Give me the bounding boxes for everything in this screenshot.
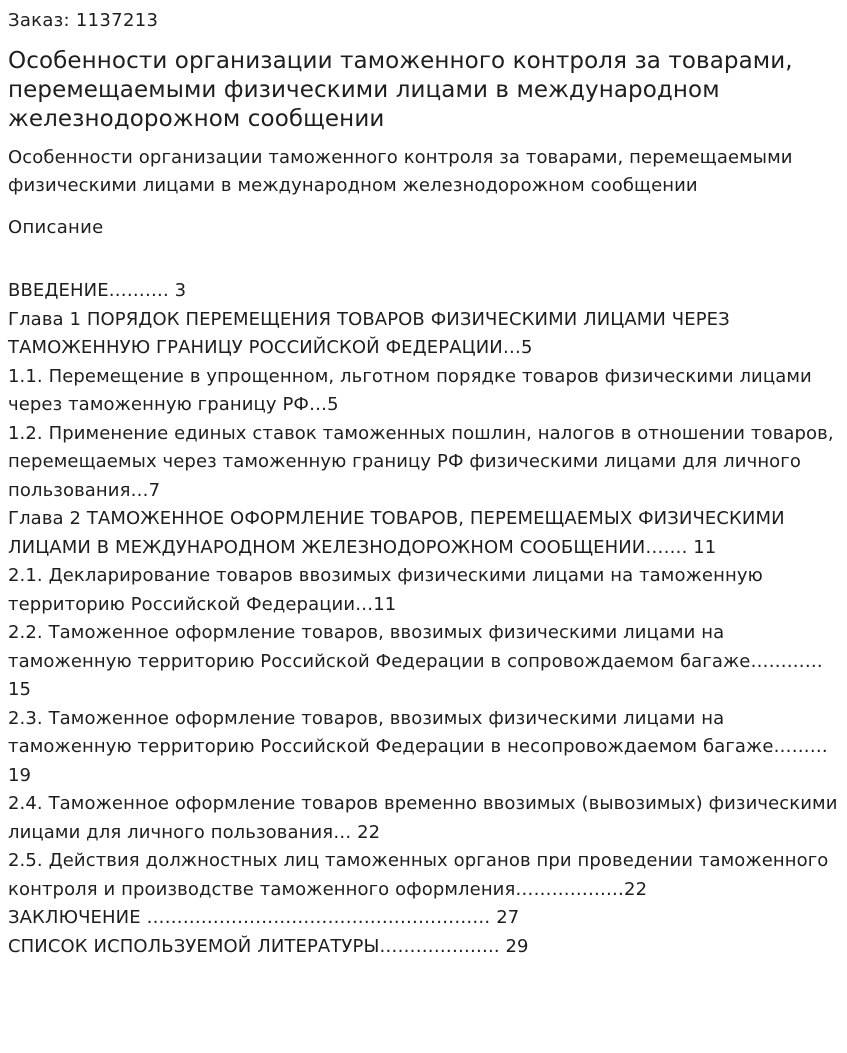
toc-item-1-2: 1.2. Применение единых ставок таможенных пошлин, налогов в отношении товаров, перемещаемых через таможенную границу РФ физическими лицами для личного пользования…7	[8, 422, 834, 501]
order-number: Заказ: 1137213	[8, 10, 159, 31]
toc-item-2-4: 2.4. Таможенное оформление товаров временно ввозимых (вывозимых) физическими лицами для личного пользования… 22	[8, 793, 838, 843]
toc-item-2-2: 2.2. Таможенное оформление товаров, ввозимых физическими лицами на таможенную территорию Российской Федерации в сопровождаемом багаже…………15	[8, 622, 823, 700]
toc-item-2-5: 2.5. Действия должностных лиц таможенных органов при проведении таможенного контроля и производстве таможенного оформления………………22	[8, 850, 829, 900]
page-title: Особенности организации таможенного контроля за товарами, перемещаемыми физическими лицами в международном железнодорожном сообщении	[8, 48, 793, 132]
table-of-contents	[8, 277, 838, 961]
toc-item-2-3: 2.3. Таможенное оформление товаров, ввозимых физическими лицами на таможенную территорию Российской Федерации в несопровождаемом багаже………19	[8, 707, 828, 786]
toc-item-2-1: 2.1. Декларирование товаров ввозимых физическими лицами на таможенную территорию Российской Федерации…11	[8, 565, 763, 615]
description-heading: Описание	[8, 217, 104, 238]
toc-item-bibliography: СПИСОК ИСПОЛЬЗУЕМОЙ ЛИТЕРАТУРЫ……………….. 29	[8, 935, 529, 957]
toc-item-introduction: ВВЕДЕНИЕ………. 3	[8, 280, 187, 301]
toc-item-conclusion: ЗАКЛЮЧЕНИЕ ………………………………………………… 27	[8, 907, 520, 928]
page-subtitle: Особенности организации таможенного контроля за товарами, перемещаемыми физическими лицами в международном железнодорожном сообщении	[8, 147, 793, 196]
toc-item-1-1: 1.1. Перемещение в упрощенном, льготном порядке товаров физическими лицами через таможенную границу РФ…5	[8, 365, 812, 415]
toc-item-chapter-1: Глава 1 ПОРЯДОК ПЕРЕМЕЩЕНИЯ ТОВАРОВ ФИЗИЧЕСКИМИ ЛИЦАМИ ЧЕРЕЗ ТАМОЖЕННУЮ ГРАНИЦУ РОССИЙСКОЙ ФЕДЕРАЦИИ…5	[8, 308, 730, 358]
toc-item-chapter-2: Глава 2 ТАМОЖЕННОЕ ОФОРМЛЕНИЕ ТОВАРОВ, ПЕРЕМЕЩАЕМЫХ ФИЗИЧЕСКИМИ ЛИЦАМИ В МЕЖДУНАРОДНОМ ЖЕЛЕЗНОДОРОЖНОМ СООБЩЕНИИ……. 11	[8, 508, 785, 558]
